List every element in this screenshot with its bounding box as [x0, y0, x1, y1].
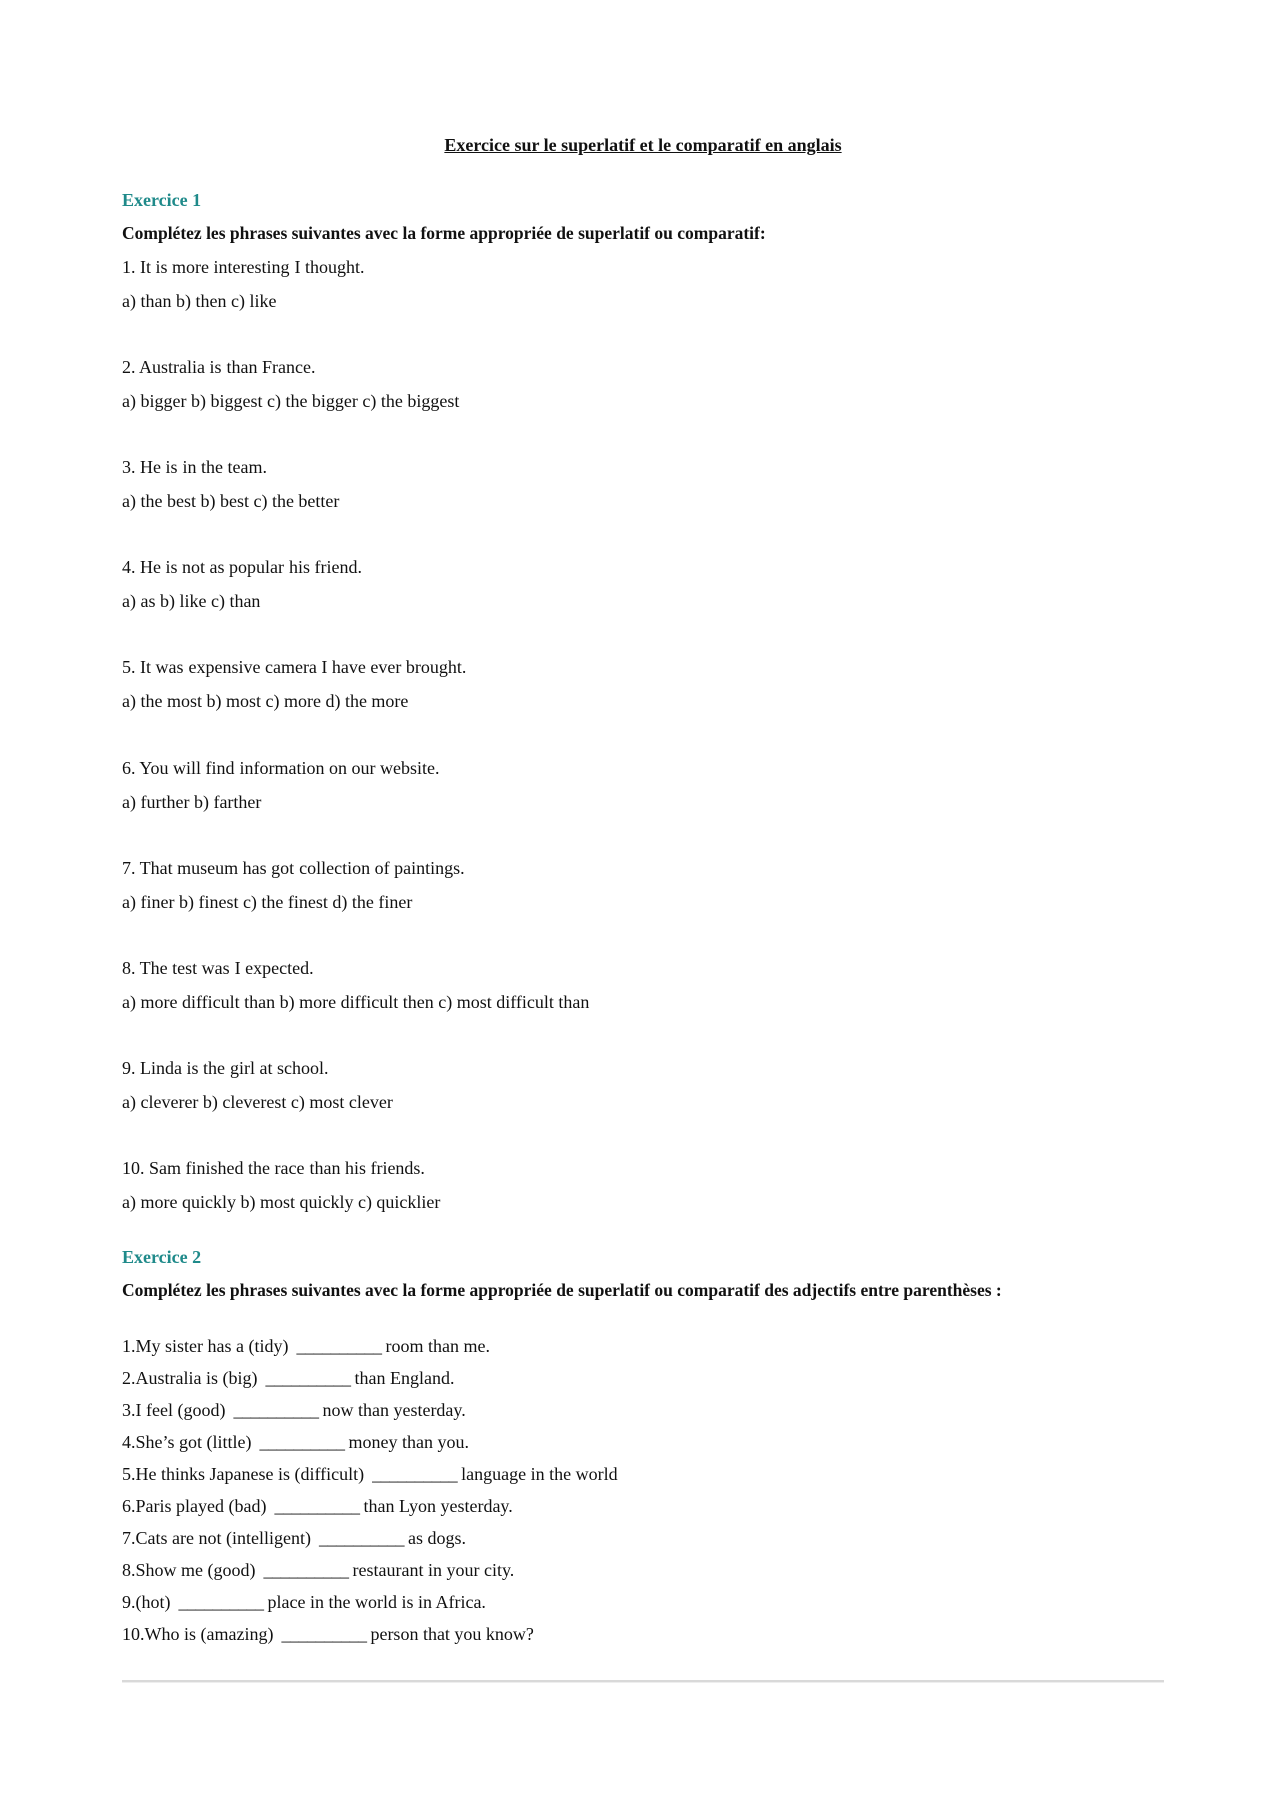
- fill-item-6-after: than Lyon yesterday.: [363, 1496, 513, 1516]
- fill-item-9-before: 9.(hot): [122, 1592, 171, 1612]
- question-10-options: a) more quickly b) most quickly c) quicklier: [122, 1192, 441, 1212]
- question-5-before: 5. It was: [122, 657, 184, 677]
- question-2-options: a) bigger b) biggest c) the bigger c) the biggest: [122, 391, 460, 411]
- page-title: Exercice sur le superlatif et le comparatif en anglais: [444, 135, 842, 155]
- fill-item-10: [122, 1624, 534, 1645]
- fill-item-3-after: now than yesterday.: [322, 1400, 466, 1420]
- fill-item-4-blank[interactable]: __________: [259, 1432, 345, 1452]
- exercise2-instruction: Complétez les phrases suivantes avec la forme appropriée de superlatif ou comparatif des adjectifs entre parenthèses :: [122, 1280, 1002, 1300]
- exercise1-instruction: Complétez les phrases suivantes avec la forme appropriée de superlatif ou comparatif:: [122, 223, 766, 243]
- fill-item-4: [122, 1432, 469, 1453]
- fill-item-1: [122, 1336, 490, 1357]
- fill-item-2-before: 2.Australia is (big): [122, 1368, 258, 1388]
- question-5-sentence: [122, 657, 466, 678]
- question-6-after: information on our website.: [239, 758, 440, 778]
- fill-item-7: [122, 1528, 466, 1549]
- fill-item-3-before: 3.I feel (good): [122, 1400, 226, 1420]
- exercise2-heading: Exercice 2: [122, 1247, 202, 1267]
- question-3-options: a) the best b) best c) the better: [122, 491, 340, 511]
- question-1-after: I thought.: [294, 257, 365, 277]
- question-5-options: a) the most b) most c) more d) the more: [122, 691, 409, 711]
- question-10-after: than his friends.: [309, 1158, 425, 1178]
- fill-item-5-before: 5.He thinks Japanese is (difficult): [122, 1464, 365, 1484]
- fill-item-10-after: person that you know?: [370, 1624, 534, 1644]
- fill-item-3: [122, 1400, 466, 1421]
- question-4-after: his friend.: [288, 557, 362, 577]
- fill-item-2-after: than England.: [354, 1368, 455, 1388]
- footer-divider: [122, 1680, 1164, 1683]
- fill-item-8: [122, 1560, 514, 1581]
- fill-item-8-before: 8.Show me (good): [122, 1560, 256, 1580]
- question-1-sentence: [122, 257, 364, 278]
- question-7-sentence: [122, 858, 465, 879]
- question-8-after: I expected.: [234, 958, 314, 978]
- question-9-sentence: [122, 1058, 328, 1079]
- fill-item-6: [122, 1496, 513, 1517]
- question-4-sentence: [122, 557, 362, 578]
- question-1-before: 1. It is more interesting: [122, 257, 290, 277]
- fill-item-8-after: restaurant in your city.: [352, 1560, 515, 1580]
- question-7-before: 7. That museum has got: [122, 858, 295, 878]
- fill-item-3-blank[interactable]: __________: [233, 1400, 319, 1420]
- question-3-before: 3. He is: [122, 457, 178, 477]
- fill-item-7-after: as dogs.: [407, 1528, 466, 1548]
- question-10-before: 10. Sam finished the race: [122, 1158, 305, 1178]
- fill-item-8-blank[interactable]: __________: [263, 1560, 349, 1580]
- question-6-options: a) further b) farther: [122, 792, 262, 812]
- fill-item-9-blank[interactable]: __________: [178, 1592, 264, 1612]
- fill-item-7-before: 7.Cats are not (intelligent): [122, 1528, 311, 1548]
- question-7-options: a) finer b) finest c) the finest d) the finer: [122, 892, 413, 912]
- question-4-before: 4. He is not as popular: [122, 557, 284, 577]
- question-3-after: in the team.: [182, 457, 267, 477]
- fill-item-10-blank[interactable]: __________: [281, 1624, 367, 1644]
- fill-item-5-blank[interactable]: __________: [372, 1464, 458, 1484]
- question-2-before: 2. Australia is: [122, 357, 222, 377]
- question-9-options: a) cleverer b) cleverest c) most clever: [122, 1092, 393, 1112]
- fill-item-2: [122, 1368, 454, 1389]
- fill-item-7-blank[interactable]: __________: [318, 1528, 404, 1548]
- question-8-sentence: [122, 958, 314, 979]
- question-3-sentence: [122, 457, 267, 478]
- fill-item-5: [122, 1464, 618, 1485]
- question-6-before: 6. You will find: [122, 758, 235, 778]
- question-8-before: 8. The test was: [122, 958, 230, 978]
- question-1-options: a) than b) then c) like: [122, 291, 277, 311]
- fill-item-6-blank[interactable]: __________: [274, 1496, 360, 1516]
- question-5-after: expensive camera I have ever brought.: [188, 657, 467, 677]
- question-8-options: a) more difficult than b) more difficult then c) most difficult than: [122, 992, 590, 1012]
- fill-item-9: [122, 1592, 486, 1613]
- question-7-after: collection of paintings.: [299, 858, 465, 878]
- question-2-after: than France.: [226, 357, 316, 377]
- question-2-sentence: [122, 357, 315, 378]
- fill-item-4-after: money than you.: [348, 1432, 469, 1452]
- fill-item-5-after: language in the world: [461, 1464, 618, 1484]
- question-9-before: 9. Linda is the: [122, 1058, 225, 1078]
- fill-item-4-before: 4.She’s got (little): [122, 1432, 252, 1452]
- fill-item-10-before: 10.Who is (amazing): [122, 1624, 274, 1644]
- exercise1-heading: Exercice 1: [122, 190, 202, 210]
- question-10-sentence: [122, 1158, 425, 1179]
- fill-item-1-before: 1.My sister has a (tidy): [122, 1336, 289, 1356]
- question-6-sentence: [122, 758, 440, 779]
- fill-item-1-after: room than me.: [385, 1336, 490, 1356]
- fill-item-9-after: place in the world is in Africa.: [267, 1592, 486, 1612]
- fill-item-1-blank[interactable]: __________: [296, 1336, 382, 1356]
- fill-item-2-blank[interactable]: __________: [265, 1368, 351, 1388]
- fill-item-6-before: 6.Paris played (bad): [122, 1496, 267, 1516]
- question-4-options: a) as b) like c) than: [122, 591, 261, 611]
- question-9-after: girl at school.: [229, 1058, 329, 1078]
